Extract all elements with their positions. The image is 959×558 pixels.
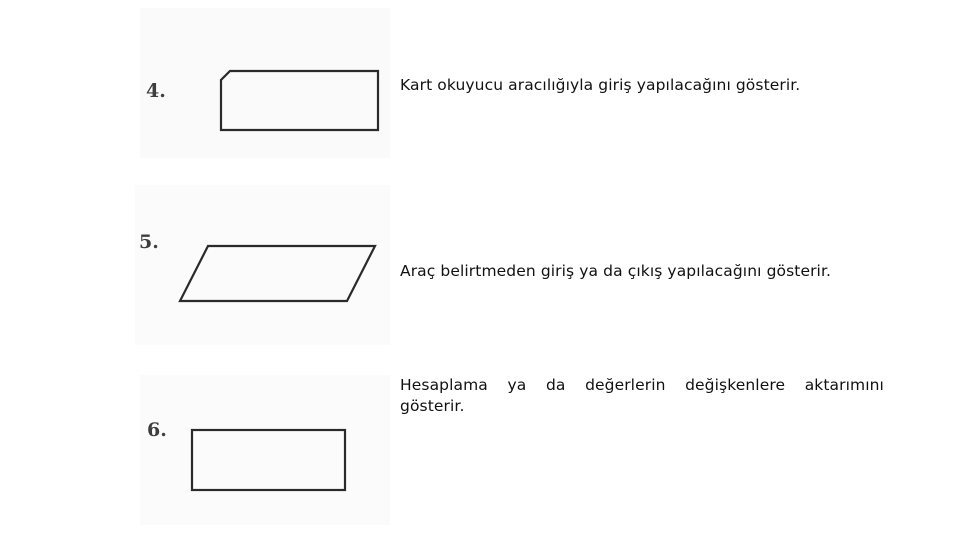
word: aktarımını <box>804 376 884 394</box>
word: değişkenlere <box>685 376 786 394</box>
item-description: Kart okuyucu aracılığıyla giriş yapılacağını gösterir. <box>400 76 801 94</box>
item-number: 6. <box>147 419 167 441</box>
word: ya <box>507 376 527 394</box>
item-number: 5. <box>139 231 159 253</box>
item-description: Araç belirtmeden giriş ya da çıkış yapılacağını gösterir. <box>400 262 832 280</box>
card-symbol <box>215 65 385 135</box>
word: Hesaplama <box>400 376 488 394</box>
word: da <box>545 376 566 394</box>
item-description-line-2: gösterir. <box>400 397 465 415</box>
parallelogram-symbol <box>175 240 385 310</box>
item-description-line-1 <box>400 375 884 396</box>
item-number: 4. <box>146 80 166 102</box>
word: değerlerin <box>585 376 666 394</box>
rectangle-symbol <box>186 425 351 495</box>
